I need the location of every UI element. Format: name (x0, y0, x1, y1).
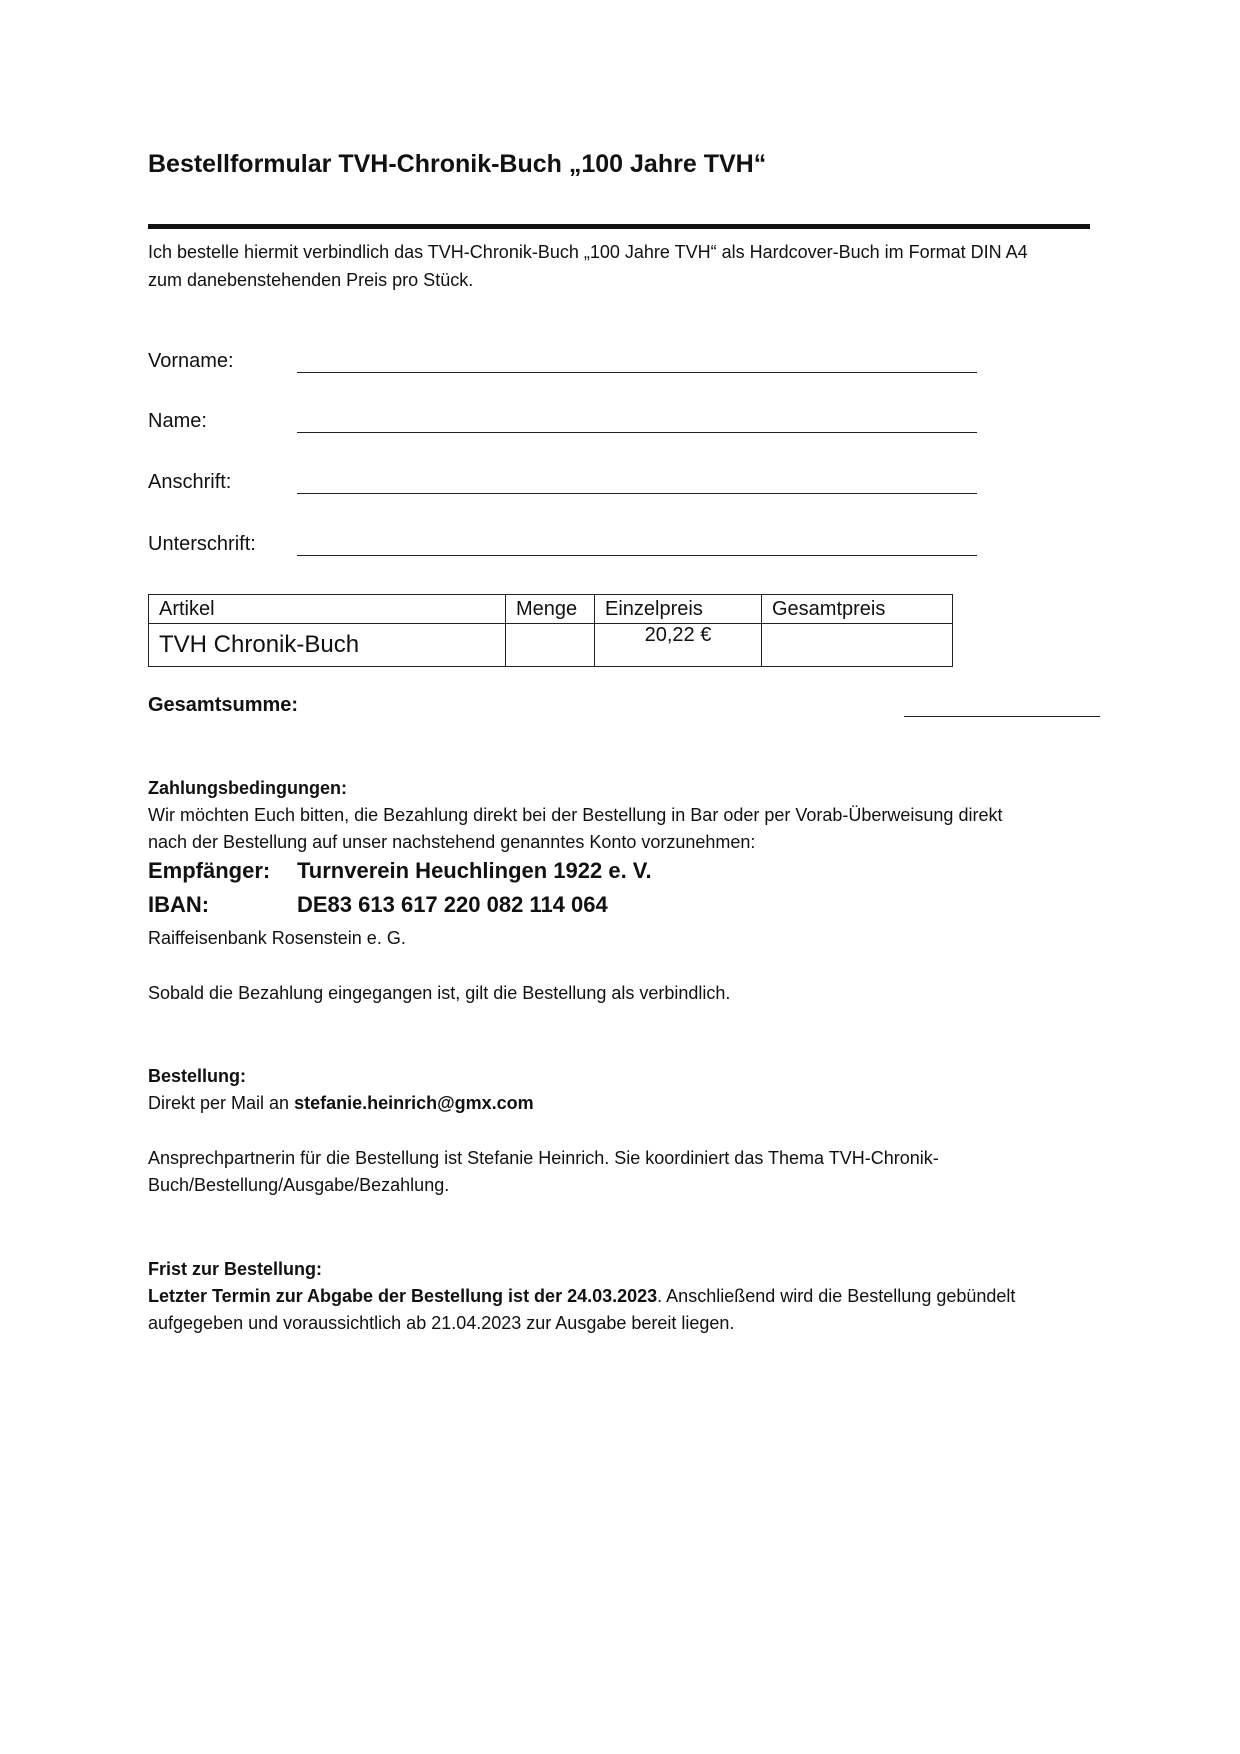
cell-einzelpreis: 20,22 € (595, 624, 762, 667)
deadline-bold-text: Letzter Termin zur Abgabe der Bestellung ist der 24.03.2023 (148, 1286, 658, 1306)
intro-text (148, 238, 1108, 294)
payment-line-1: Wir möchten Euch bitten, die Bezahlung direkt bei der Bestellung in Bar oder per Vorab-Überweisung direkt (148, 805, 1003, 825)
total-label: Gesamtsumme: (148, 694, 299, 716)
iban-value: DE83 613 617 220 082 114 064 (297, 892, 608, 917)
deadline-heading: Frist zur Bestellung: (148, 1259, 323, 1279)
vorname-field[interactable] (297, 372, 977, 373)
bank-name: Raiffeisenbank Rosenstein e. G. (148, 928, 406, 948)
cell-artikel: TVH Chronik-Buch (149, 624, 506, 667)
deadline-rest-text: . Anschließend wird die Bestellung gebündelt (657, 1286, 1016, 1306)
order-mail-line (148, 1089, 534, 1117)
total-field[interactable] (904, 716, 1100, 717)
order-heading: Bestellung: (148, 1066, 247, 1086)
payment-note: Sobald die Bezahlung eingegangen ist, gilt die Bestellung als verbindlich. (148, 983, 731, 1003)
header-artikel: Artikel (149, 595, 506, 624)
header-einzelpreis: Einzelpreis (595, 595, 762, 624)
recipient-value: Turnverein Heuchlingen 1922 e. V. (297, 858, 652, 883)
name-label: Name: (148, 410, 207, 432)
order-mail-prefix: Direkt per Mail an (148, 1093, 295, 1113)
table-row (149, 624, 953, 667)
page-title: Bestellformular TVH-Chronik-Buch „100 Jahre TVH“ (148, 150, 767, 178)
name-field[interactable] (297, 432, 977, 433)
payment-heading: Zahlungsbedingungen: (148, 778, 347, 798)
contact-line-2: Buch/Bestellung/Ausgabe/Bezahlung. (148, 1175, 450, 1195)
anschrift-label: Anschrift: (148, 471, 232, 493)
vorname-label: Vorname: (148, 350, 234, 372)
deadline-line-1 (148, 1282, 1015, 1310)
table-header-row (149, 595, 953, 624)
header-gesamtpreis: Gesamtpreis (762, 595, 953, 624)
intro-line-1: Ich bestelle hiermit verbindlich das TVH-Chronik-Buch „100 Jahre TVH“ als Hardcover-Buch im Format DIN A4 (148, 242, 1028, 262)
payment-line-2: nach der Bestellung auf unser nachstehend genanntes Konto vorzunehmen: (148, 832, 756, 852)
order-table (148, 594, 953, 667)
iban-label: IBAN: (148, 892, 210, 917)
recipient-label: Empfänger: (148, 858, 271, 883)
recipient-row (148, 858, 652, 884)
deadline-line-2: aufgegeben und voraussichtlich ab 21.04.2023 zur Ausgabe bereit liegen. (148, 1313, 735, 1333)
cell-menge[interactable] (506, 624, 595, 667)
anschrift-field[interactable] (297, 493, 977, 494)
unterschrift-label: Unterschrift: (148, 533, 256, 555)
contact-line-1: Ansprechpartnerin für die Bestellung ist Stefanie Heinrich. Sie koordiniert das Thema TVH-Chronik- (148, 1148, 939, 1168)
title-divider (148, 224, 1090, 229)
order-email-link[interactable]: stefanie.heinrich@gmx.com (294, 1093, 534, 1113)
unterschrift-field[interactable] (297, 555, 977, 556)
header-menge: Menge (506, 595, 595, 624)
cell-gesamtpreis[interactable] (762, 624, 953, 667)
intro-line-2: zum danebenstehenden Preis pro Stück. (148, 270, 474, 290)
iban-row (148, 892, 608, 918)
